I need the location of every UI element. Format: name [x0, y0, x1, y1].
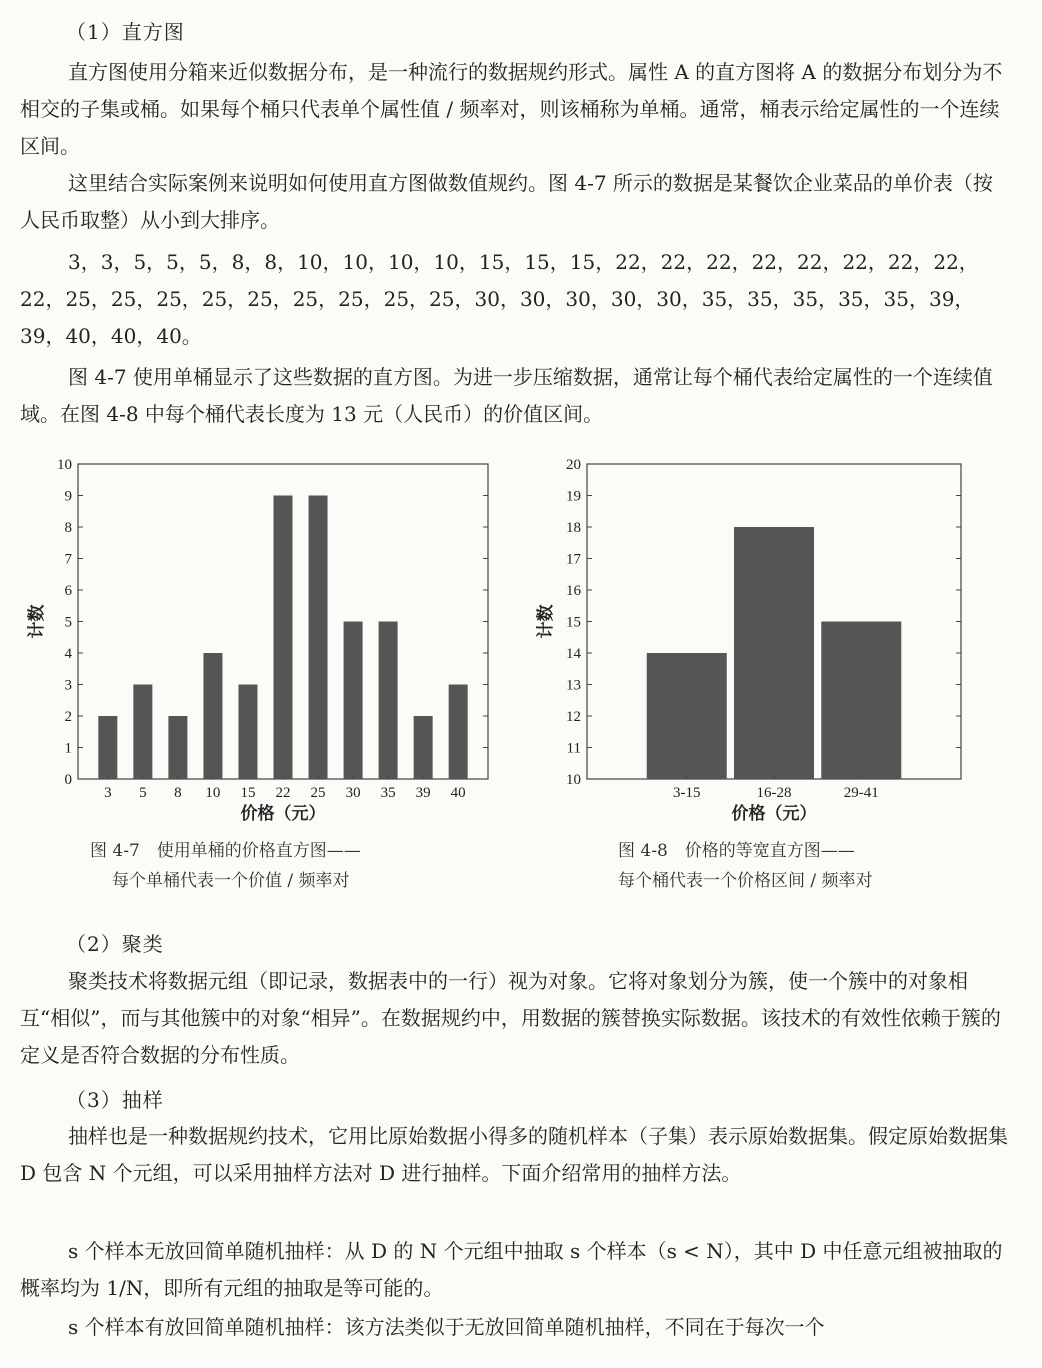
caption-line: 每个桶代表一个价格区间 / 频率对: [618, 871, 873, 891]
y-tick-label: 8: [64, 520, 72, 536]
bar: [379, 622, 398, 780]
bar: [238, 685, 257, 780]
y-tick-label: 2: [64, 709, 72, 725]
bar: [821, 622, 901, 780]
y-tick-label: 10: [566, 772, 581, 788]
x-tick-label: 15: [240, 785, 256, 801]
bar: [168, 716, 187, 779]
x-tick-label: 40: [450, 785, 466, 801]
paragraph-text: 聚类技术将数据元组（即记录，数据表中的一行）视为对象。它将对象划分为簇，使一个簇中的对象相互“相似”，而与其他簇中的对象“相异”。在数据规约中，用数据的簇替换实际数据。该技术的有效性依赖于簇的定义是否符合数据的分布性质。: [20, 969, 1001, 1067]
paragraph-srswor: [20, 1233, 1012, 1307]
x-tick-label: 30: [345, 785, 361, 801]
paragraph-clustering: [20, 963, 1012, 1074]
bar: [98, 716, 117, 779]
y-tick-label: 19: [566, 488, 581, 505]
section-heading-clustering: （2）聚类: [66, 932, 164, 956]
chart-single-bucket-histogram: [20, 450, 500, 830]
paragraph-sampling: [20, 1118, 1012, 1192]
paragraph-text: 直方图使用分箱来近似数据分布，是一种流行的数据规约形式。属性 A 的直方图将 A 的数据分布划分为不相交的子集或桶。如果每个桶只代表单个属性值 / 频率对，则该桶称为单桶。通常，桶表示给定属性的一个连续区间。: [20, 60, 1003, 158]
x-tick-label: 25: [310, 785, 326, 801]
x-tick-label: 22: [275, 785, 291, 801]
paragraph-case-intro: [20, 165, 1012, 239]
paragraph-histogram-compress: [20, 359, 1012, 433]
y-tick-label: 0: [64, 772, 72, 788]
section-heading-histogram: （1）直方图: [66, 20, 185, 44]
x-tick-label: 8: [174, 785, 182, 801]
figure-4-8: [525, 450, 965, 830]
y-tick-label: 4: [64, 646, 72, 662]
paragraph-text: 抽样也是一种数据规约技术，它用比原始数据小得多的随机样本（子集）表示原始数据集。假定原始数据集 D 包含 N 个元组，可以采用抽样方法对 D 进行抽样。下面介绍常用的抽样方法。: [20, 1124, 1008, 1185]
figure-4-7: [20, 450, 500, 830]
y-tick-label: 20: [566, 457, 581, 473]
caption-line: 图 4-8 价格的等宽直方图——: [618, 841, 855, 861]
paragraph-text: 这里结合实际案例来说明如何使用直方图做数值规约。图 4-7 所示的数据是某餐饮企业菜品的单价表（按人民币取整）从小到大排序。: [20, 171, 993, 232]
y-tick-label: 13: [566, 677, 581, 694]
bar: [309, 496, 328, 780]
paragraph-histogram-intro: [20, 54, 1012, 165]
y-tick-label: 16: [566, 583, 581, 599]
paragraph-srswr: [20, 1309, 1012, 1346]
x-tick-label: 35: [380, 785, 396, 801]
y-tick-label: 9: [64, 488, 72, 505]
bar: [344, 622, 363, 780]
bar: [274, 496, 293, 780]
y-tick-label: 10: [57, 457, 72, 473]
bar: [449, 685, 468, 780]
paragraph-text: 图 4-7 使用单桶显示了这些数据的直方图。为进一步压缩数据，通常让每个桶代表给定属性的一个连续值域。在图 4-8 中每个桶代表长度为 13 元（人民币）的价值区间。: [20, 365, 993, 426]
y-tick-label: 15: [566, 614, 581, 631]
bar: [414, 716, 433, 779]
bar: [133, 685, 152, 780]
x-axis-label: 价格（元）: [731, 804, 817, 823]
y-tick-label: 3: [64, 677, 72, 694]
x-tick-label: 16-28: [756, 785, 792, 801]
paragraph-text: s 个样本有放回简单随机抽样：该方法类似于无放回简单随机抽样，不同在于每次一个: [68, 1315, 825, 1339]
y-tick-label: 11: [566, 740, 581, 757]
y-tick-label: 17: [566, 551, 581, 568]
x-tick-label: 3: [104, 785, 112, 801]
caption-line: 图 4-7 使用单桶的价格直方图——: [90, 841, 361, 861]
y-tick-label: 1: [64, 740, 72, 757]
section-heading-sampling: （3）抽样: [66, 1088, 164, 1112]
y-tick-label: 12: [566, 709, 581, 725]
y-tick-label: 5: [64, 614, 72, 631]
y-tick-label: 6: [64, 583, 72, 599]
paragraph-text: s 个样本无放回简单随机抽样：从 D 的 N 个元组中抽取 s 个样本（s < N），其中 D 中任意元组被抽取的概率均为 1/N，即所有元组的抽取是等可能的。: [20, 1239, 1003, 1300]
x-tick-label: 3-15: [672, 785, 701, 801]
chart-equal-width-histogram: [525, 450, 965, 830]
y-tick-label: 18: [566, 520, 581, 536]
x-tick-label: 29-41: [843, 785, 879, 801]
caption-line: 每个单桶代表一个价值 / 频率对: [112, 871, 350, 891]
caption-figure-4-7: [90, 836, 361, 896]
caption-figure-4-8: [618, 836, 873, 896]
x-tick-label: 5: [139, 785, 147, 801]
bar: [734, 527, 814, 779]
bar: [647, 653, 727, 779]
x-tick-label: 39: [415, 785, 431, 801]
x-tick-label: 10: [205, 785, 221, 801]
x-axis-label: 价格（元）: [240, 804, 326, 823]
price-list: [20, 244, 1015, 355]
bar: [203, 653, 222, 779]
y-axis-label: 计数: [27, 604, 46, 639]
price-list-text: 3，3，5，5，5，8，8，10，10，10，10，15，15，15，22，22，22，22，22，22，22，22，22，25，25，25，25，25，25，25，25，25，30，30，30，30，30，35，35，35，35，35，39，39，40，40，40。: [20, 250, 979, 348]
y-axis-label: 计数: [536, 604, 555, 639]
y-tick-label: 14: [566, 646, 581, 662]
y-tick-label: 7: [64, 551, 72, 568]
